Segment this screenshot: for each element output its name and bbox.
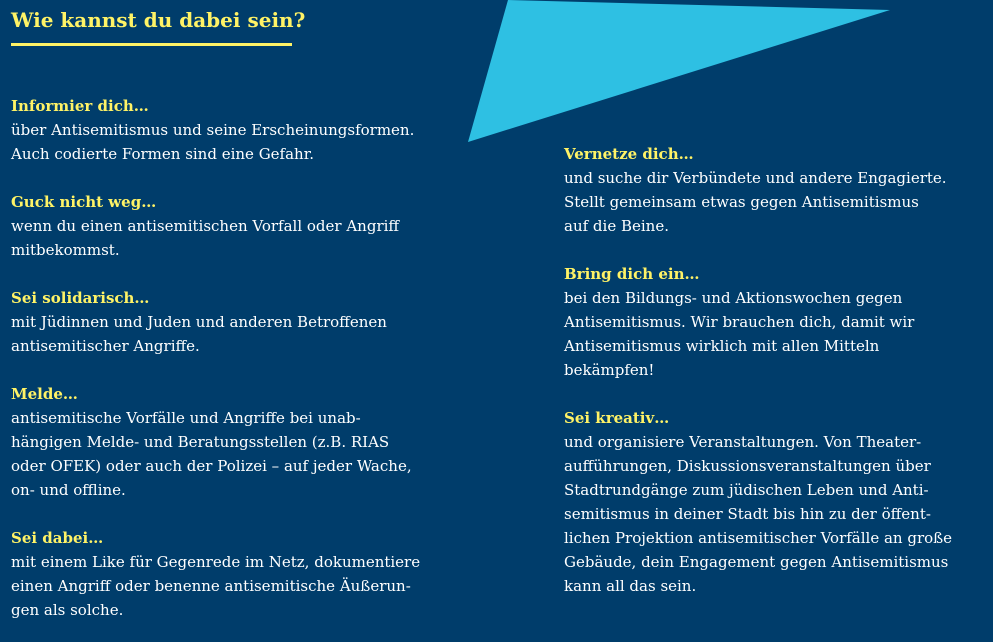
tip-text-line: mit Jüdinnen und Juden und anderen Betroffenen [11,313,387,331]
tip-text-line: und suche dir Verbündete und andere Engagierte. [564,169,947,187]
tip-text-line: gen als solche. [11,601,124,619]
tip-text-line: Gebäude, dein Engagement gegen Antisemitismus [564,553,949,571]
page-heading: Wie kannst du dabei sein? [11,8,306,32]
tip-text-line: über Antisemitismus und seine Erscheinungsformen. [11,121,415,139]
tip-block [11,190,461,262]
tip-text-line: und organisiere Veranstaltungen. Von Theater- [564,433,922,451]
tip-block [564,142,984,238]
tip-text-line: wenn du einen antisemitischen Vorfall oder Angriff [11,217,400,235]
tip-text-line: einen Angriff oder benenne antisemitische Äußerun- [11,577,411,595]
tip-title: Sei solidarisch… [11,289,150,307]
tip-title: Sei dabei… [11,529,104,547]
tip-text-line: hängigen Melde- und Beratungsstellen (z.B. RIAS [11,433,390,451]
tip-block [11,286,461,358]
tip-title: Melde… [11,385,78,403]
tip-text-line: kann all das sein. [564,577,697,595]
tip-text-line: semitismus in deiner Stadt bis hin zu der öffent- [564,505,931,523]
tip-title: Sei kreativ… [564,409,670,427]
tip-text-line: mitbekommst. [11,241,120,259]
tip-text-line: bekämpfen! [564,361,655,379]
tip-text-line: aufführungen, Diskussionsveranstaltungen über [564,457,931,475]
tip-text-line: bei den Bildungs- und Aktionswochen gegen [564,289,903,307]
tip-text-line: Stellt gemeinsam etwas gegen Antisemitismus [564,193,919,211]
tip-title: Informier dich… [11,97,149,115]
tip-text-line: on- und offline. [11,481,126,499]
tip-title: Guck nicht weg… [11,193,157,211]
tip-text-line: mit einem Like für Gegenrede im Netz, dokumentiere [11,553,421,571]
tip-title: Bring dich ein… [564,265,700,283]
tip-block [11,526,461,622]
tip-block [564,406,984,598]
tip-text-line: auf die Beine. [564,217,669,235]
tip-text-line: Stadtrundgänge zum jüdischen Leben und Anti- [564,481,929,499]
tip-text-line: Antisemitismus wirklich mit allen Mitteln [564,337,880,355]
tip-block [11,382,461,502]
tip-text-line: oder OFEK) oder auch der Polizei – auf jeder Wache, [11,457,412,475]
heading-underline [11,43,292,46]
tip-title: Vernetze dich… [564,145,694,163]
tip-text-line: antisemitischer Angriffe. [11,337,200,355]
tip-text-line: antisemitische Vorfälle und Angriffe bei unab- [11,409,361,427]
tip-text-line: Antisemitismus. Wir brauchen dich, damit wir [564,313,915,331]
tip-block [11,94,461,166]
tip-text-line: Auch codierte Formen sind eine Gefahr. [11,145,315,163]
tip-text-line: lichen Projektion antisemitischer Vorfälle an große [564,529,953,547]
tip-block [564,262,984,382]
